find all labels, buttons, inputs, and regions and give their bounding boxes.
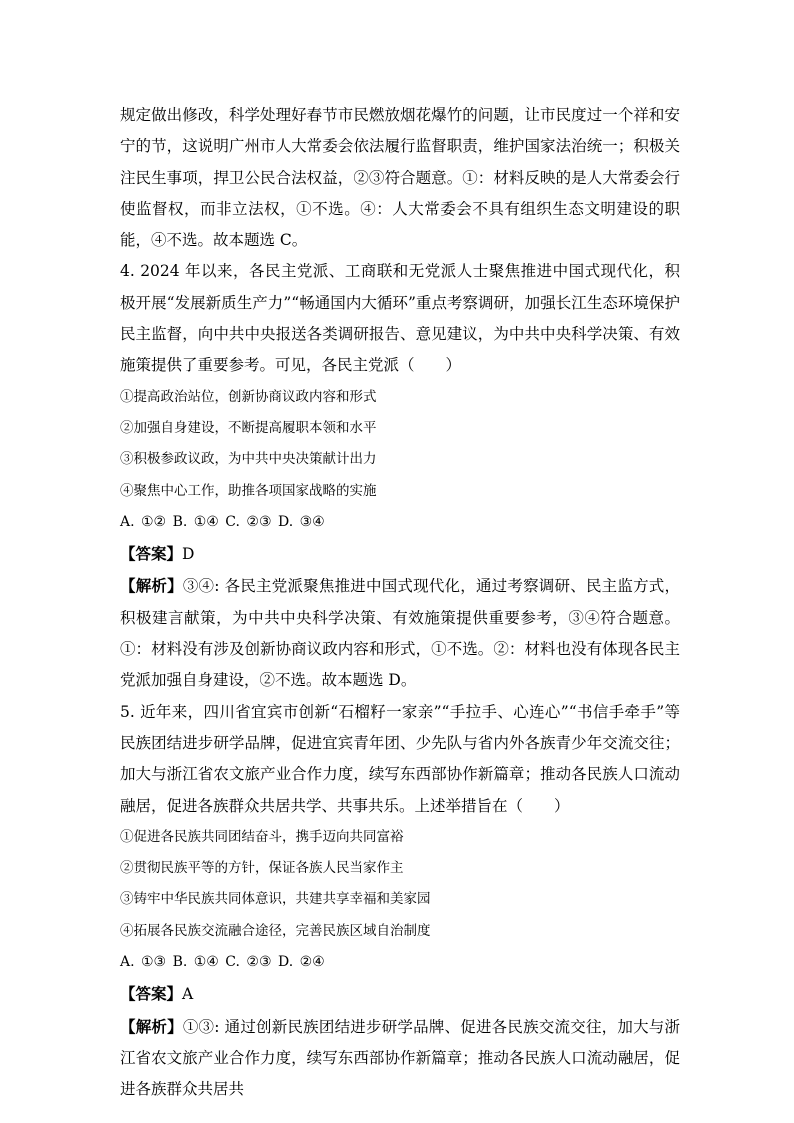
- question-5-answer: [120, 978, 680, 1010]
- question-5-option-2: ②贯彻民族平等的方针，保证各族人民当家作主: [120, 860, 404, 877]
- question-5-analysis: [120, 1011, 680, 1106]
- answer-value: A: [182, 985, 194, 1004]
- question-4: [120, 256, 680, 696]
- question-5-stem: 5. 近年来，四川省宜宾市创新“石榴籽一家亲”“手拉手、心连心”“书信手牵手”等民族团结进步研学品牌，促进宜宾青年团、少先队与省内外各族青少年交流交往；加大与浙江省农文旅产业合作力度，续写东西部协作新篇章；推动各民族人口流动融居，促进各族群众共居共学、共事共乐。上述举措旨在（ ）: [120, 702, 680, 815]
- question-4-stem: 4. 2024 年以来，各民主党派、工商联和无党派人士聚焦推进中国式现代化，积极开展“发展新质生产力”“畅通国内大循环”重点考察调研，加强长江生态环境保护民主监督，向中共中央报送各类调研报告、意见建议，为中共中央科学决策、有效施策提供了重要参考。可见，各民主党派（ ）: [120, 262, 680, 375]
- previous-analysis-continuation: 规定做出修改，科学处理好春节市民燃放烟花爆竹的问题，让市民度过一个祥和安宁的节，这说明广州市人大常委会依法履行监督职责，维护国家法治统一；积极关注民生事项，捍卫公民合法权益，②③符合题意。①：材料反映的是人大常委会行使监督权，而非立法权，①不选。④：人大常委会不具有组织生态文明建设的职能，④不选。故本题选 C。: [120, 106, 680, 250]
- answer-label: 【答案】: [120, 544, 183, 564]
- answer-label: 【答案】: [120, 984, 183, 1004]
- analysis-label: 【解析】: [120, 576, 183, 596]
- question-4-option-3: ③积极参政议政，为中共中央决策献计出力: [120, 451, 377, 468]
- question-4-option-4: ④聚焦中心工作，助推各项国家战略的实施: [120, 482, 377, 499]
- question-5-option-3: ③铸牢中华民族共同体意识，共建共享幸福和美家园: [120, 891, 431, 908]
- question-5: [120, 697, 680, 1106]
- document-page: [120, 100, 680, 1106]
- question-4-analysis: [120, 570, 680, 696]
- analysis-text: ①③: 通过创新民族团结进步研学品牌、促进各民族交流交往，加大与浙江省农文旅产业合作力度，续写东西部协作新篇章；推动各民族人口流动融居，促进各族群众共居共: [120, 1017, 680, 1099]
- question-4-option-1: ①提高政治站位，创新协商议政内容和形式: [120, 388, 377, 405]
- question-5-choices: A. ①③ B. ①④ C. ②③ D. ②④: [120, 954, 325, 971]
- question-5-option-1: ①促进各民族共同团结奋斗，携手迈向共同富裕: [120, 828, 404, 845]
- question-5-option-4: ④拓展各民族交流融合途径，完善民族区域自治制度: [120, 922, 431, 939]
- question-4-answer: [120, 538, 680, 570]
- question-4-option-2: ②加强自身建设，不断提高履职本领和水平: [120, 419, 377, 436]
- answer-value: D: [182, 545, 195, 564]
- analysis-label: 【解析】: [120, 1016, 183, 1036]
- question-4-choices: A. ①② B. ①④ C. ②③ D. ③④: [120, 513, 325, 530]
- analysis-text: ③④: 各民主党派聚焦推进中国式现代化，通过考察调研、民主监方式，积极建言献策，为中共中央科学决策、有效施策提供重要参考，③④符合题意。①：材料没有涉及创新协商议政内容和形式，①不选。②：材料也没有体现各民主党派加强自身建设，②不选。故本题选 D。: [120, 577, 680, 690]
